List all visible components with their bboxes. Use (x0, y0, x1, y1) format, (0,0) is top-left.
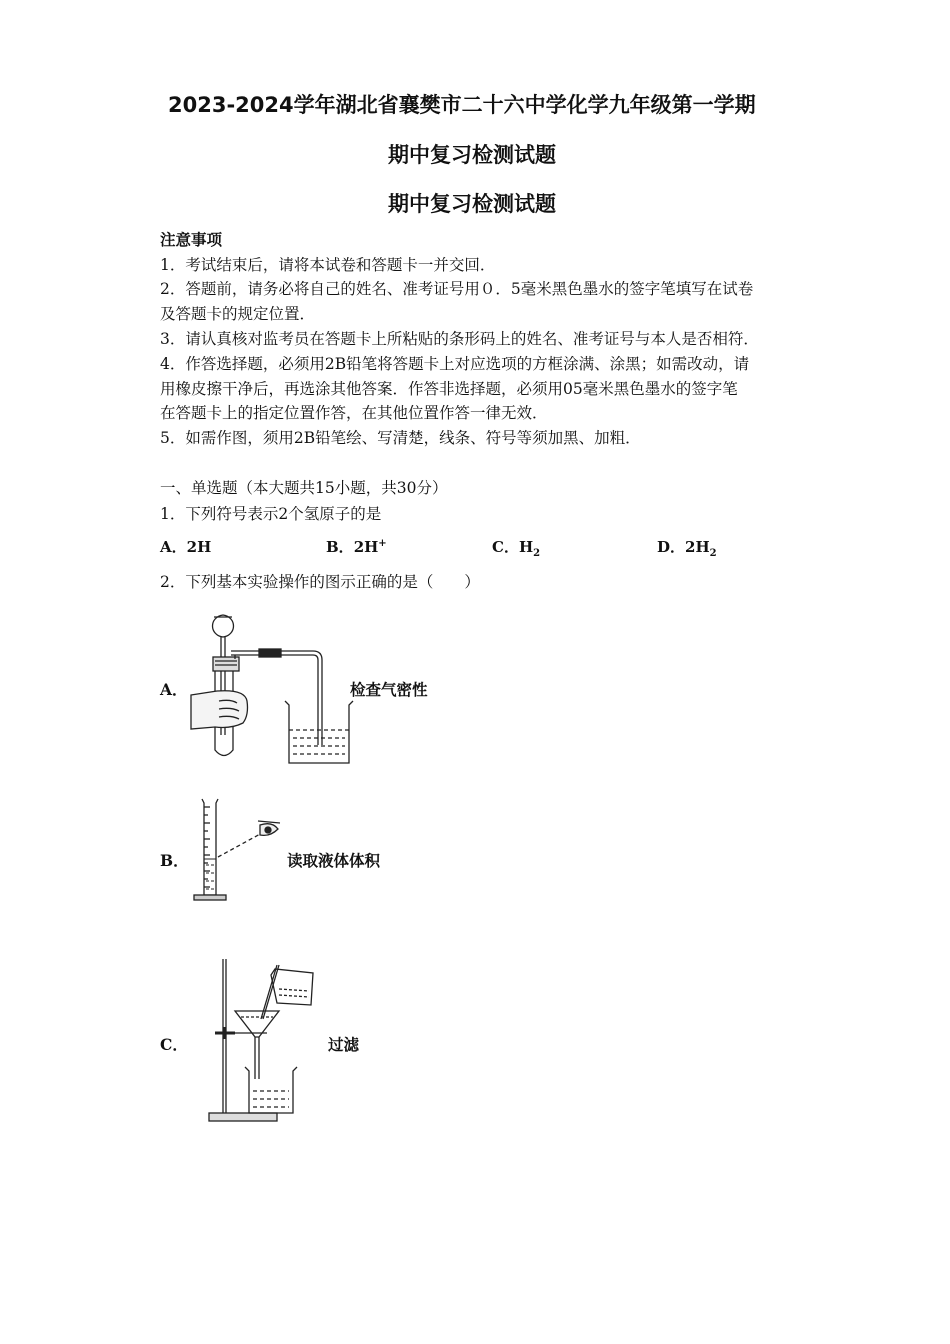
title-line-2: 期中复习检测试题 (388, 143, 556, 167)
graduated-cylinder-reading-figure (188, 795, 288, 905)
notice-line: 用橡皮擦干净后，再选涂其他答案．作答非选择题，必须用05毫米黑色墨水的签字笔 (160, 380, 738, 398)
q1-option-d: D．$2H_2$ (657, 538, 717, 559)
q2-option-b-label: B． (160, 851, 189, 870)
q2-option-a-caption: 检查气密性 (350, 680, 428, 699)
notice-line: 在答题卡上的指定位置作答，在其他位置作答一律无效． (160, 404, 548, 422)
question-2-stem: 2．下列基本实验操作的图示正确的是（ ） (160, 573, 480, 591)
q2-option-c-caption: 过滤 (328, 1035, 360, 1054)
notice-line: 1．考试结束后，请将本试卷和答题卡一并交回． (160, 256, 496, 274)
title-line-1: 2023-2024学年湖北省襄樊市二十六中学化学九年级第一学期 (168, 93, 756, 117)
notice-line: 2．答题前，请务必将自己的姓名、准考证号用０．5毫米黑色墨水的签字笔填写在试卷 (160, 280, 754, 298)
question-1-stem: 1．下列符号表示2个氢原子的是 (160, 505, 382, 523)
q1-option-b: B．2H+ (326, 538, 387, 556)
notice-line: 4．作答选择题，必须用2B铅笔将答题卡上对应选项的方框涂满、涂黑；如需改动，请 (160, 355, 750, 373)
airtightness-check-figure (185, 605, 355, 765)
q1-option-a: A．2H (160, 538, 212, 556)
filtration-figure (205, 955, 325, 1127)
notice-line: 及答题卡的规定位置． (160, 305, 316, 323)
notice-line: 5．如需作图，须用2B铅笔绘、写清楚，线条、符号等须加黑、加粗． (160, 429, 641, 447)
title-line-3: 期中复习检测试题 (388, 192, 556, 216)
q2-option-b-caption: 读取液体体积 (287, 851, 381, 870)
section-heading: 一、单选题（本大题共15小题，共30分） (160, 479, 448, 497)
notice-line: 3．请认真核对监考员在答题卡上所粘贴的条形码上的姓名、准考证号与本人是否相符． (160, 330, 759, 348)
q1-option-c: C．$H_2$ (492, 538, 541, 559)
q2-option-c-label: C． (160, 1035, 188, 1054)
q2-option-a-label: A． (160, 680, 188, 699)
notice-heading: 注意事项 (160, 230, 223, 249)
